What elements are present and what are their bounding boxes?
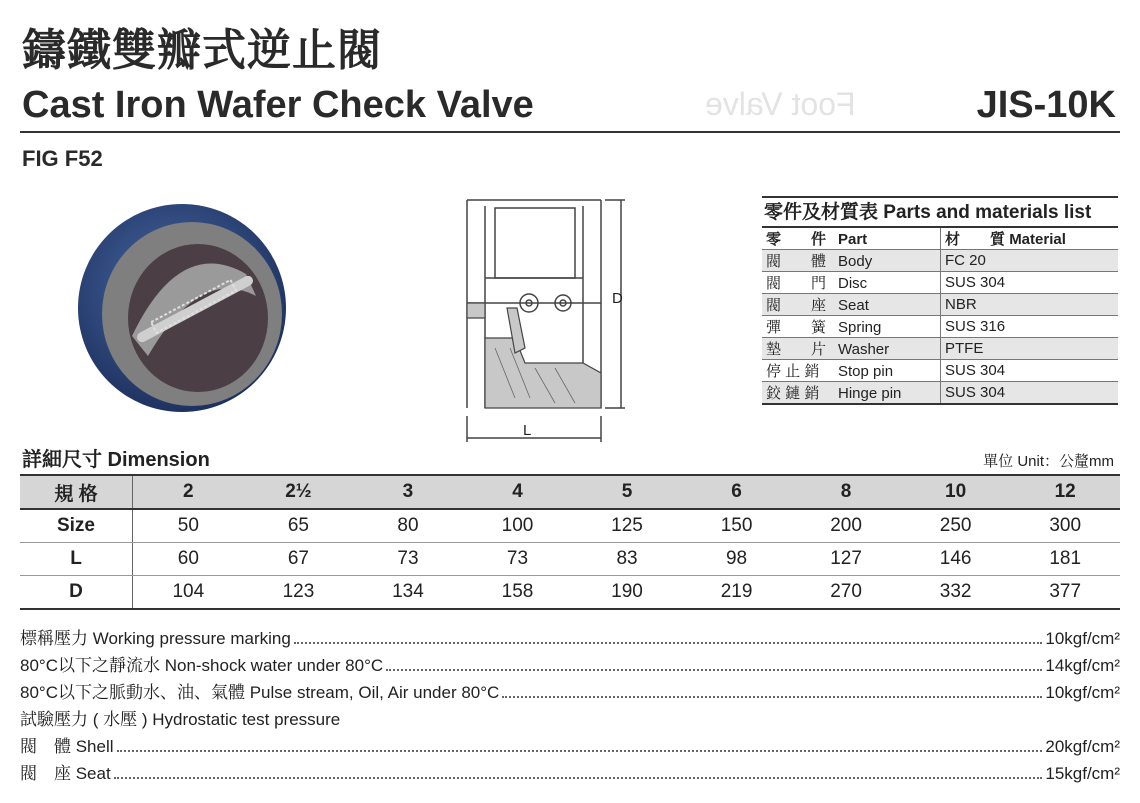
size-inch: 8 (791, 475, 901, 509)
part-material: PTFE (941, 338, 1119, 360)
dimension-header-label: 規 格 (20, 475, 133, 509)
pressure-line (20, 757, 1120, 784)
table-cell: 190 (611, 581, 643, 602)
drawing-label-d: D (612, 290, 623, 307)
leader-dots (114, 777, 1043, 779)
size-inch: 6 (682, 475, 792, 509)
table-cell: 83 (572, 543, 682, 576)
drawing-label-l: L (523, 422, 532, 439)
parts-table-header (762, 228, 1118, 250)
part-name-en: Seat (838, 297, 869, 314)
part-material: SUS 304 (941, 382, 1119, 404)
table-row (20, 576, 1120, 610)
table-cell: 73 (353, 543, 463, 576)
pressure-value: 14kgf/cm² (1045, 656, 1120, 675)
valve-photo (70, 196, 290, 416)
table-cell: 332 (939, 581, 972, 602)
leader-dots (294, 642, 1043, 644)
size-inch: 3 (353, 475, 463, 509)
part-header-zh: 零 件 (766, 231, 827, 248)
table-cell: 104 (172, 581, 205, 602)
table-cell: 300 (1010, 509, 1120, 543)
part-material: FC 20 (941, 250, 1119, 272)
part-name-zh: 鉸 鏈 銷 (766, 385, 820, 402)
title-divider (20, 131, 1120, 133)
table-cell: 158 (501, 581, 534, 602)
figure-number: FIG F52 (22, 146, 103, 171)
size-inch: 5 (572, 475, 682, 509)
row-label: D (20, 576, 133, 610)
table-cell: 250 (901, 509, 1011, 543)
dimension-header-row (20, 475, 1120, 509)
row-label: L (20, 543, 133, 576)
table-cell: 270 (830, 581, 862, 602)
material-header-zh: 材 質 (945, 231, 1006, 248)
table-cell: 98 (682, 543, 792, 576)
table-row (762, 338, 1118, 360)
pressure-line (20, 622, 1120, 649)
part-name-en: Body (838, 253, 873, 270)
part-name-en: Washer (838, 341, 890, 358)
table-cell: 127 (791, 543, 901, 576)
table-cell: 125 (572, 509, 682, 543)
size-inch: 10 (901, 475, 1011, 509)
table-row (762, 250, 1118, 272)
table-row (762, 360, 1118, 382)
pressure-line-heading (20, 703, 1120, 730)
part-name-zh: 閥 體 (766, 253, 827, 270)
part-material: SUS 304 (941, 360, 1119, 382)
table-row (762, 272, 1118, 294)
part-name-zh: 閥 門 (766, 275, 827, 292)
parts-materials-table (762, 196, 1118, 405)
table-row (20, 509, 1120, 543)
table-cell: 60 (133, 543, 244, 576)
table-row (762, 382, 1118, 404)
table-cell: 146 (901, 543, 1011, 576)
pressure-line (20, 676, 1120, 703)
leader-dots (502, 696, 1042, 698)
table-cell: 134 (392, 581, 424, 602)
row-label: Size (20, 509, 133, 543)
size-inch: 2 (133, 475, 244, 509)
table-cell: 123 (282, 581, 315, 602)
table-row (762, 294, 1118, 316)
part-name-zh: 彈 簧 (766, 319, 827, 336)
pressure-label: 閥 座 Seat (20, 764, 111, 783)
table-cell: 150 (682, 509, 792, 543)
table-cell: 100 (463, 509, 573, 543)
size-inch: 2½ (244, 475, 354, 509)
part-name-en: Hinge pin (838, 385, 902, 402)
pressure-label: 試驗壓力 ( 水壓 ) Hydrostatic test pressure (20, 710, 341, 729)
part-header-en: Part (838, 231, 868, 248)
table-cell: 50 (133, 509, 244, 543)
pressure-value: 10kgf/cm² (1045, 629, 1120, 648)
unit-label: 單位 Unit：公釐mm (983, 453, 1114, 470)
part-name-zh: 閥 座 (766, 297, 827, 314)
page-title-chinese: 鑄鐵雙瓣式逆止閥 (22, 26, 382, 75)
table-row (20, 543, 1120, 576)
pressure-line (20, 730, 1120, 757)
dimension-table (20, 474, 1120, 610)
table-cell: 377 (1049, 581, 1082, 602)
size-inch: 12 (1010, 475, 1120, 509)
part-material: SUS 316 (941, 316, 1119, 338)
part-name-zh: 停 止 銷 (766, 363, 820, 380)
size-inch: 4 (463, 475, 573, 509)
table-cell: 73 (463, 543, 573, 576)
pressure-list (20, 622, 1120, 784)
pressure-value: 10kgf/cm² (1045, 683, 1120, 702)
table-row (762, 316, 1118, 338)
table-cell: 67 (244, 543, 354, 576)
table-cell: 80 (353, 509, 463, 543)
part-name-en: Stop pin (838, 363, 894, 380)
pressure-value: 20kgf/cm² (1045, 737, 1120, 756)
pressure-label: 標稱壓力 Working pressure marking (20, 629, 291, 648)
valve-drawing (455, 188, 645, 448)
pressure-label: 80°C以下之靜流水 Non-shock water under 80°C (20, 656, 384, 675)
leader-dots (386, 669, 1042, 671)
material-header-en: Material (1009, 231, 1066, 248)
leader-dots (117, 750, 1043, 752)
part-material: SUS 304 (941, 272, 1119, 294)
part-name-en: Spring (838, 319, 882, 336)
table-cell: 200 (791, 509, 901, 543)
table-cell: 219 (720, 581, 753, 602)
bleed-through-text: Foot Valve (705, 86, 856, 122)
table-cell: 181 (1010, 543, 1120, 576)
part-name-en: Disc (838, 275, 868, 292)
pressure-line (20, 649, 1120, 676)
parts-table-title: 零件及材質表 Parts and materials list (762, 198, 1118, 228)
part-name-zh: 墊 片 (766, 341, 827, 358)
pressure-label: 80°C以下之脈動水、油、氣體 Pulse stream, Oil, Air under 80°C (20, 683, 500, 702)
table-cell: 65 (244, 509, 354, 543)
dimension-title: 詳細尺寸 Dimension (22, 449, 210, 471)
pressure-value: 15kgf/cm² (1045, 764, 1120, 783)
pressure-label: 閥 體 Shell (20, 737, 114, 756)
page-title-english: Cast Iron Wafer Check Valve (22, 84, 534, 126)
part-material: NBR (941, 294, 1119, 316)
standard-label: JIS-10K (976, 84, 1116, 126)
